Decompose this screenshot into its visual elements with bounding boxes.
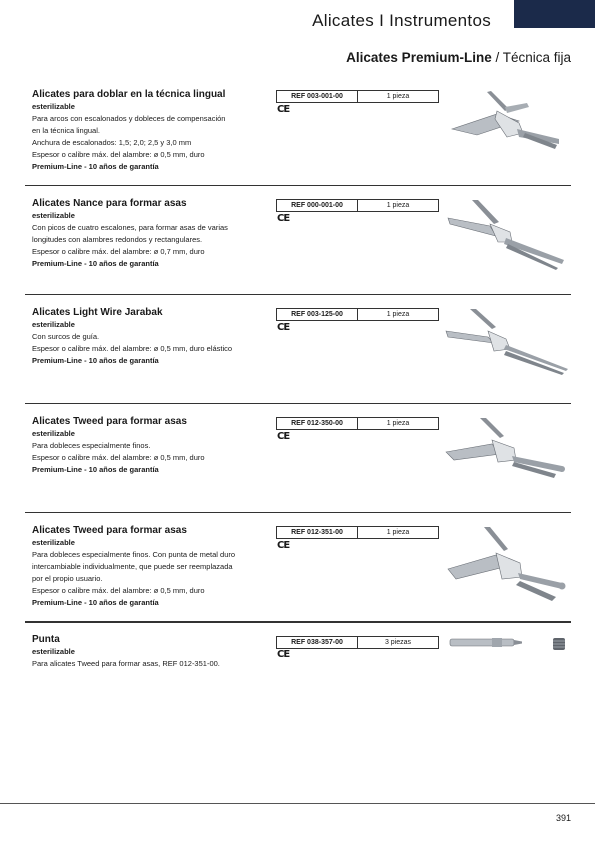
pliers-image	[444, 525, 572, 609]
pliers-image	[444, 307, 572, 375]
sterilizable-label: esterilizable	[32, 320, 75, 329]
ce-mark-icon: CE	[277, 431, 290, 442]
section-subtitle-bold: Alicates Premium-Line	[346, 50, 492, 65]
ce-mark-icon: CE	[277, 649, 290, 660]
reference-table	[276, 636, 439, 649]
description-line: Con surcos de guía.	[32, 332, 100, 341]
description-line: Espesor o calibre máx. del alambre: ø 0,5 mm, duro elástico	[32, 344, 233, 353]
quantity: 1 pieza	[386, 93, 410, 100]
section-subtitle-normal: / Técnica fija	[491, 50, 571, 65]
quantity: 3 piezas	[384, 639, 412, 646]
product-title: Alicates Nance para formar asas	[32, 198, 187, 209]
product-title: Punta	[32, 634, 60, 645]
description-line: Espesor o calibre máx. del alambre: ø 0,5 mm, duro	[32, 150, 205, 159]
warranty-text: Premium-Line - 10 años de garantía	[32, 259, 159, 268]
page-number: 391	[555, 813, 571, 823]
product-item	[32, 307, 571, 367]
pliers-image	[444, 198, 572, 270]
warranty-text: Premium-Line - 10 años de garantía	[32, 465, 159, 474]
pliers-image	[444, 416, 572, 488]
product-title: Alicates Light Wire Jarabak	[32, 307, 163, 318]
warranty-text: Premium-Line - 10 años de garantía	[32, 356, 159, 365]
description-line: Con picos de cuatro escalones, para formar asas de varias	[32, 223, 228, 232]
product-item	[32, 416, 571, 476]
description-line: Para alicates Tweed para formar asas, REF 012-351-00.	[32, 659, 220, 668]
sterilizable-label: esterilizable	[32, 538, 75, 547]
section-divider	[25, 512, 571, 513]
pliers-image	[447, 89, 572, 149]
product-item	[32, 634, 571, 670]
product-item	[32, 198, 571, 270]
screw-image	[551, 636, 567, 652]
section-subtitle	[346, 50, 571, 65]
section-divider	[25, 294, 571, 295]
sterilizable-label: esterilizable	[32, 211, 75, 220]
section-divider	[25, 621, 571, 623]
reference-table	[276, 417, 439, 430]
reference-number: REF 003-125-00	[277, 309, 358, 320]
reference-number: REF 012-351-00	[277, 527, 358, 538]
description-line: Espesor o calibre máx. del alambre: ø 0,5 mm, duro	[32, 453, 205, 462]
description-line: en la técnica lingual.	[32, 126, 100, 135]
sterilizable-label: esterilizable	[32, 102, 75, 111]
section-divider	[25, 185, 571, 186]
description-line: Espesor o calibre máx. del alambre: ø 0,5 mm, duro	[32, 586, 205, 595]
warranty-text: Premium-Line - 10 años de garantía	[32, 162, 159, 171]
product-title: Alicates Tweed para formar asas	[32, 416, 187, 427]
reference-table	[276, 308, 439, 321]
reference-number: REF 038-357-00	[277, 637, 358, 648]
ce-mark-icon: CE	[277, 104, 290, 115]
footer-divider	[0, 803, 595, 804]
reference-number: REF 003-001-00	[277, 91, 358, 102]
brand-color-block	[514, 0, 595, 28]
section-divider	[25, 403, 571, 404]
quantity: 1 pieza	[386, 202, 410, 209]
description-line: Anchura de escalonados: 1,5; 2,0; 2,5 y 3,0 mm	[32, 138, 192, 147]
product-title: Alicates Tweed para formar asas	[32, 525, 187, 536]
description-line: intercambiable individualmente, que puede ser reemplazada	[32, 562, 233, 571]
sterilizable-label: esterilizable	[32, 429, 75, 438]
description-line: por el propio usuario.	[32, 574, 103, 583]
product-description	[32, 658, 571, 670]
description-line: longitudes con alambres redondos y rectangulares.	[32, 235, 203, 244]
product-title: Alicates para doblar en la técnica lingual	[32, 89, 226, 100]
reference-table	[276, 90, 439, 103]
ce-mark-icon: CE	[277, 540, 290, 551]
warranty-text: Premium-Line - 10 años de garantía	[32, 598, 159, 607]
ce-mark-icon: CE	[277, 213, 290, 224]
quantity: 1 pieza	[386, 529, 410, 536]
description-line: Espesor o calibre máx. del alambre: ø 0,7 mm, duro	[32, 247, 205, 256]
product-item	[32, 525, 571, 609]
description-line: Para arcos con escalonados y dobleces de compensación	[32, 114, 226, 123]
quantity: 1 pieza	[386, 311, 410, 318]
product-item	[32, 89, 571, 173]
sterilizable-label: esterilizable	[32, 647, 75, 656]
reference-number: REF 000-001-00	[277, 200, 358, 211]
reference-table	[276, 526, 439, 539]
reference-table	[276, 199, 439, 212]
quantity: 1 pieza	[386, 420, 410, 427]
description-line: Para dobleces especialmente finos.	[32, 441, 151, 450]
ce-mark-icon: CE	[277, 322, 290, 333]
description-line: Para dobleces especialmente finos. Con punta de metal duro	[32, 550, 236, 559]
page-title: Alicates I Instrumentos	[312, 11, 491, 30]
reference-number: REF 012-350-00	[277, 418, 358, 429]
